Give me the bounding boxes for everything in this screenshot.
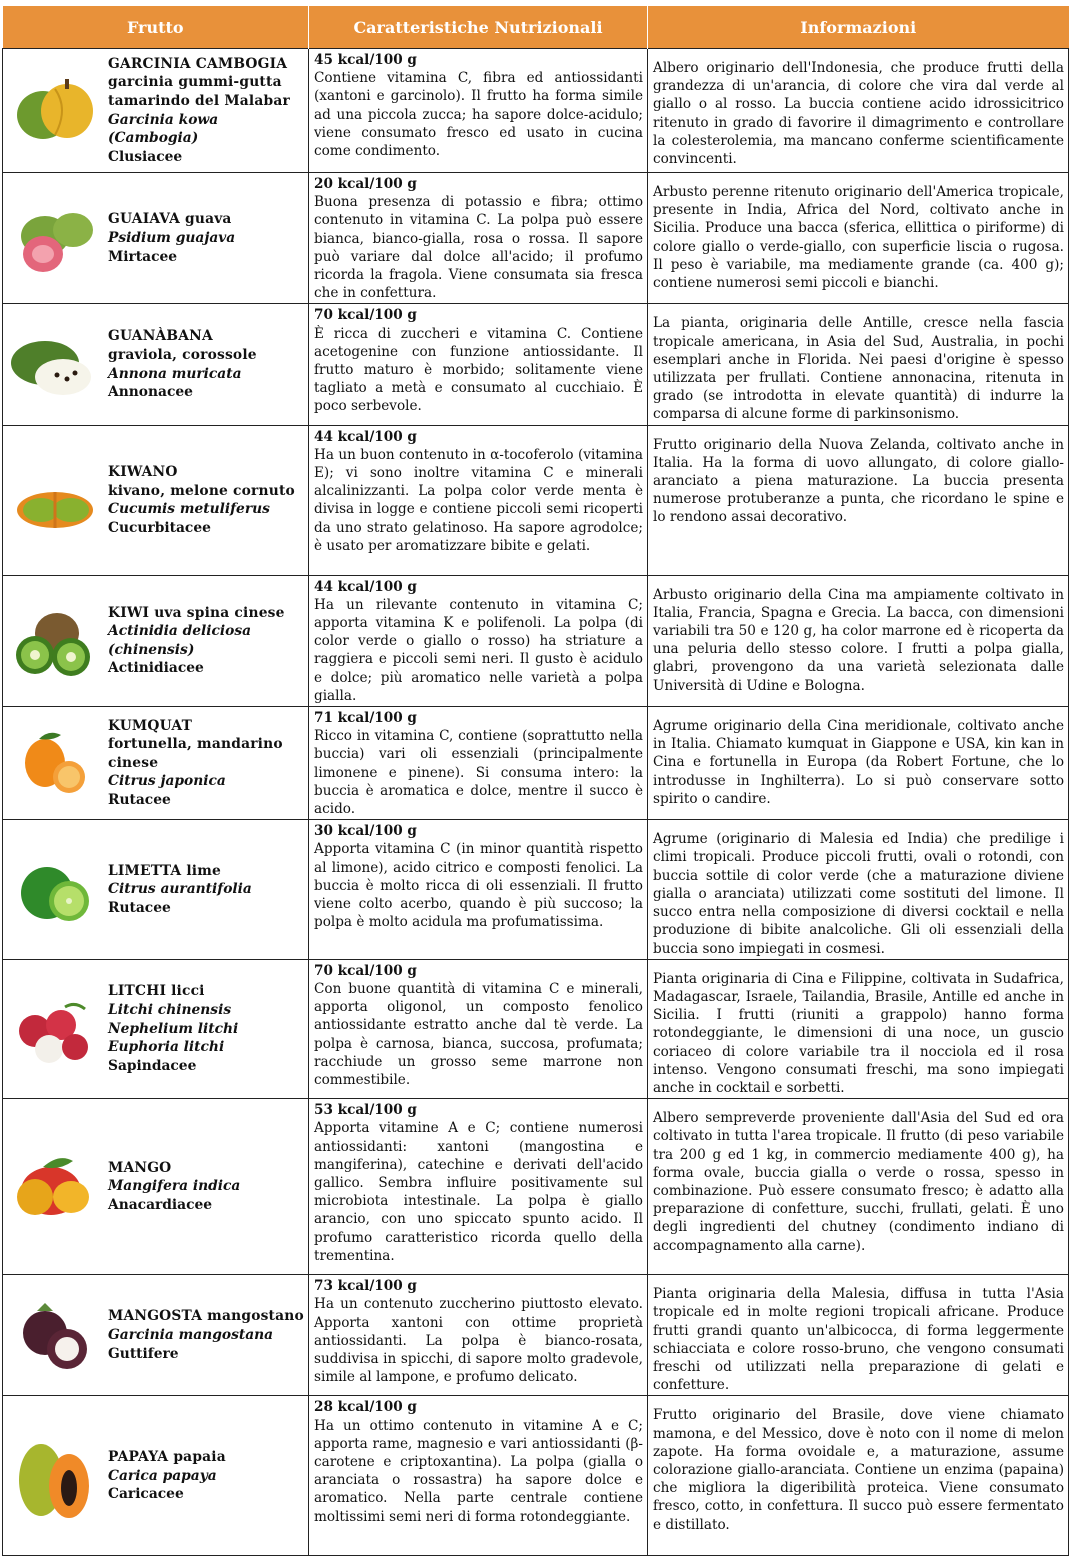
info-cell bbox=[648, 1099, 1069, 1275]
fruit-common-name: MANGO bbox=[108, 1159, 172, 1176]
fruit-table bbox=[2, 6, 1069, 1556]
fruit-scientific-name: Garcinia mangostana bbox=[108, 1326, 274, 1343]
fruit-scientific-name: Cucumis metuliferus bbox=[108, 501, 270, 518]
nutrition-cell bbox=[309, 425, 648, 575]
fruit-cell bbox=[3, 1099, 309, 1275]
fruit-common-name: garcinia gummi-gutta bbox=[108, 74, 282, 91]
fruit-cell bbox=[3, 1396, 309, 1556]
fruit-family: Mirtacee bbox=[108, 248, 178, 265]
fruit-names bbox=[103, 1159, 308, 1215]
nutrition-text: Apporta vitamina C (in minor quantità rispetto al limone), acido citrico e composti fenolici. La buccia è molto ricca di oli essenziali. Il frutto viene colto acerbo, quando è più succoso; la polpa è molto acidula ma profumatissima. bbox=[314, 841, 643, 931]
nutrition-cell bbox=[309, 820, 648, 959]
fruit-names bbox=[103, 55, 308, 167]
info-cell bbox=[648, 820, 1069, 959]
header-fruit: Frutto bbox=[3, 6, 309, 49]
kcal-value: 53 kcal/100 g bbox=[314, 1102, 417, 1119]
fruit-family: Rutacee bbox=[108, 899, 171, 916]
nutrition-text: Ha un contenuto zuccherino piuttosto elevato. Apporta xantoni con ottime proprietà antiossidanti. La polpa è bianco-rosata, suddivisa in spicchi, di sapore molto gradevole, simile al lampone, e profumo delicato. bbox=[314, 1296, 643, 1386]
papaya-icon bbox=[3, 1397, 103, 1555]
info-cell bbox=[648, 1275, 1069, 1396]
nutrition-text: È ricca di zuccheri e vitamina C. Contiene acetogenine con funzione antiossidante. Il frutto maturo è morbido; solitamente viene tagliato a metà e consumato al cucchiaio. È poco serbevole. bbox=[314, 325, 643, 415]
fruit-scientific-name: Euphoria litchi bbox=[108, 1039, 225, 1056]
fruit-scientific-name: Psidium guajava bbox=[108, 229, 236, 246]
fruit-scientific-name: Citrus aurantifolia bbox=[108, 881, 252, 898]
fruit-common-name: PAPAYA papaia bbox=[108, 1448, 226, 1465]
kcal-value: 70 kcal/100 g bbox=[314, 962, 417, 979]
fruit-scientific-name: Carica papaya bbox=[108, 1467, 217, 1484]
fruit-names bbox=[103, 604, 308, 678]
nutrition-text: Buona presenza di potassio e fibra; ottimo contenuto in vitamina C. La polpa può essere bianca, bianco-gialla, rosa o rossa. Il sapore può variare dal dolce all'acido; il profumo ricorda la fragola. Viene consumata sia fresca che in confettura. bbox=[314, 194, 643, 302]
table-row bbox=[3, 820, 1069, 959]
kcal-value: 44 kcal/100 g bbox=[314, 578, 417, 595]
nutrition-cell bbox=[309, 575, 648, 706]
kcal-value: 45 kcal/100 g bbox=[314, 52, 417, 68]
table-row bbox=[3, 1396, 1069, 1556]
nutrition-text: Con buone quantità di vitamina C e minerali, apporta oligonol, un composto fenolico antiossidante estratto anche dal tè verde. La polpa è carnosa, bianca, succosa, profumata; racchiude un grosso seme marrone non commestibile. bbox=[314, 980, 643, 1088]
nutrition-cell bbox=[309, 707, 648, 820]
header-info: Informazioni bbox=[648, 6, 1069, 49]
info-cell bbox=[648, 49, 1069, 173]
fruit-family: Clusiacee bbox=[108, 148, 183, 165]
lime-icon bbox=[3, 825, 103, 954]
nutrition-text: Ha un rilevante contenuto in vitamina C; apporta vitamina K e polifenoli. La polpa (di color verde o giallo o rosso) ha striature a raggiera e piccoli semi neri. Il gusto è acidulo e dolce; più aromatico nelle varietà a polpa gialla. bbox=[314, 596, 643, 704]
fruit-scientific-name: Actinidia deliciosa bbox=[108, 623, 252, 640]
fruit-cell bbox=[3, 820, 309, 959]
kcal-value: 20 kcal/100 g bbox=[314, 176, 417, 192]
fruit-names bbox=[103, 862, 308, 918]
info-text: Albero originario dell'Indonesia, che produce frutti della grandezza di un'arancia, di colore che vira dal verde al giallo o al rosso. La buccia contiene acido idrossicitrico ritenuto in grado di favorire il dimagrimento e controllare la colesterolemia, ma mancano conferme scientificamente convincenti. bbox=[653, 60, 1064, 168]
info-cell bbox=[648, 959, 1069, 1098]
info-text: Pianta originaria di Cina e Filippine, coltivata in Sudafrica, Madagascar, Israele, Tailandia, Brasile, Antille ed anche in Sicilia. I frutti (riuniti a grappolo) hanno forma rotondeggiante, le dimensioni di una noce, un guscio coriaceo di colore variabile tra il nocciola ed il rosa intenso. Vengono consumati freschi, ma sono impiegati anche in cocktail e sorbetti. bbox=[653, 970, 1064, 1096]
kcal-value: 28 kcal/100 g bbox=[314, 1399, 417, 1416]
kcal-value: 30 kcal/100 g bbox=[314, 823, 417, 840]
mangosteen-icon bbox=[3, 1288, 103, 1383]
fruit-family: Caricacee bbox=[108, 1486, 184, 1503]
table-row bbox=[3, 173, 1069, 304]
fruit-family: Actinidiacee bbox=[108, 660, 204, 677]
fruit-common-name: KIWANO bbox=[108, 463, 178, 480]
info-cell bbox=[648, 173, 1069, 304]
fruit-names bbox=[103, 982, 308, 1075]
fruit-cell bbox=[3, 575, 309, 706]
nutrition-text: Ricco in vitamina C, contiene (soprattutto nella buccia) vari oli essenziali (principalmente limonene e pinene). Si consuma intero: la buccia è aromatica e dolce, mentre il succo è acido. bbox=[314, 728, 643, 818]
info-cell bbox=[648, 304, 1069, 425]
kcal-value: 44 kcal/100 g bbox=[314, 428, 417, 445]
mango-icon bbox=[3, 1100, 103, 1274]
fruit-scientific-name: Nephelium litchi bbox=[108, 1020, 239, 1037]
fruit-family: Guttifere bbox=[108, 1345, 179, 1362]
table-row bbox=[3, 1099, 1069, 1275]
info-cell bbox=[648, 1396, 1069, 1556]
table-row bbox=[3, 707, 1069, 820]
nutrition-cell bbox=[309, 1275, 648, 1396]
info-cell bbox=[648, 575, 1069, 706]
fruit-common-name: GARCINIA CAMBOGIA bbox=[108, 55, 288, 72]
info-text: Pianta originaria della Malesia, diffusa in tutta l'Asia tropicale ed in molte regioni tropicali africane. Produce frutti grandi quanto un'albicocca, di forma leggermente schiacciata e colore rosso-bruno, che vengono consumati freschi od utilizzati nella preparazione di gelati e confetture. bbox=[653, 1286, 1064, 1394]
fruit-cell bbox=[3, 707, 309, 820]
info-cell bbox=[648, 707, 1069, 820]
fruit-common-name: graviola, corossole bbox=[108, 346, 257, 363]
nutrition-text: Contiene vitamina C, fibra ed antiossidanti (xantoni e garcinolo). Il frutto ha forma simile ad una piccola zucca; ha sapore dolce-acidulo; viene consumato fresco ed usato in cucina come condimento. bbox=[314, 70, 643, 160]
nutrition-cell bbox=[309, 304, 648, 425]
fruit-cell bbox=[3, 959, 309, 1098]
fruit-cell bbox=[3, 425, 309, 575]
fruit-common-name: cinese bbox=[108, 754, 159, 771]
fruit-common-name: LIMETTA lime bbox=[108, 862, 221, 879]
fruit-common-name: GUANÀBANA bbox=[108, 328, 213, 345]
fruit-names bbox=[103, 1307, 308, 1363]
table-row bbox=[3, 304, 1069, 425]
nutrition-cell bbox=[309, 173, 648, 304]
info-text: Albero sempreverde proveniente dall'Asia del Sud ed ora coltivato in tutta l'area tropicale. Il frutto (di peso variabile tra 200 g ed 1 kg, in commercio mediamente 400 g), ha forma ovale, buccia gialla o verde o rossa, spesso in combinazione. Può essere consumato fresco; è adatto alla preparazione di confetture, succhi, frullati, gelati. È uno degli ingredienti del chutney (condimento indiano di accompagnamento alla carne). bbox=[653, 1110, 1064, 1254]
fruit-names bbox=[103, 463, 308, 537]
fruit-family: Sapindacee bbox=[108, 1057, 197, 1074]
fruit-scientific-name: (chinensis) bbox=[108, 641, 195, 658]
info-text: Frutto originario della Nuova Zelanda, coltivato anche in Italia. Ha la forma di uovo allungato, di colore giallo-aranciato a piena maturazione. La buccia presenta numerose protuberanze a punta, che ricordano le spine e lo rendono assai decorativo. bbox=[653, 436, 1064, 526]
fruit-scientific-name: Garcinia kowa bbox=[108, 111, 219, 128]
fruit-cell bbox=[3, 1275, 309, 1396]
fruit-common-name: kivano, melone cornuto bbox=[108, 482, 295, 499]
fruit-cell bbox=[3, 49, 309, 173]
info-text: La pianta, originaria delle Antille, cresce nella fascia tropicale americana, in Asia del Sud, Australia, in pochi esemplari anche in Florida. Nei paesi d'origine è spesso utilizzata per frullati. Contiene annonacina, ritenuta in grado (se introdotta in elevate quantità) di indurre la comparsa di alcune forme di parkinsonismo. bbox=[653, 315, 1064, 423]
kcal-value: 71 kcal/100 g bbox=[314, 710, 417, 727]
fruit-common-name: LITCHI licci bbox=[108, 983, 205, 1000]
table-header-row bbox=[3, 6, 1069, 49]
soursop-icon bbox=[3, 310, 103, 420]
nutrition-text: Ha un ottimo contenuto in vitamine A e C; apporta rame, magnesio e vari antiossidanti (β-carotene e criptoxantina). La polpa (gialla o aranciata o rossastra) ha sapore dolce e aromatico. Nella parte centrale contiene moltissimi semi neri di forma rotondeggiante. bbox=[314, 1417, 643, 1525]
fruit-scientific-name: (Cambogia) bbox=[108, 130, 199, 147]
kumquat-icon bbox=[3, 709, 103, 817]
lychee-icon bbox=[3, 964, 103, 1093]
fruit-family: Annonacee bbox=[108, 384, 193, 401]
fruit-names bbox=[103, 210, 308, 266]
nutrition-cell bbox=[309, 49, 648, 173]
nutrition-text: Apporta vitamine A e C; contiene numerosi antiossidanti: xantoni (mangostina e mangiferina), catechine e derivati dell'acido gallico. Sembra influire positivamente sul microbiota intestinale. La polpa è giallo arancio, con uno spiccato spunto acido. Il profumo caratteristico ricorda quello della trementina. bbox=[314, 1120, 643, 1264]
fruit-common-name: KUMQUAT bbox=[108, 717, 193, 734]
table-row bbox=[3, 425, 1069, 575]
kcal-value: 70 kcal/100 g bbox=[314, 307, 417, 324]
fruit-scientific-name: Citrus japonica bbox=[108, 773, 226, 790]
fruit-common-name: GUAIAVA guava bbox=[108, 211, 232, 228]
fruit-common-name: fortunella, mandarino bbox=[108, 736, 283, 753]
fruit-names bbox=[103, 327, 308, 401]
fruit-names bbox=[103, 1448, 308, 1504]
table-row bbox=[3, 49, 1069, 173]
fruit-common-name: tamarindo del Malabar bbox=[108, 92, 290, 109]
header-nutrition: Caratteristiche Nutrizionali bbox=[309, 6, 648, 49]
nutrition-cell bbox=[309, 1396, 648, 1556]
info-text: Arbusto perenne ritenuto originario dell'America tropicale, presente in India, Africa del Nord, coltivato anche in Sicilia. Produce una bacca (sferica, ellittica o piriforme) di colore giallo o verde-giallo, con superficie liscia o rugosa. Il peso è variabile, ma mediamente grande (ca. 400 g); contiene numerosi semi piccoli e bianchi. bbox=[653, 184, 1064, 292]
nutrition-cell bbox=[309, 1099, 648, 1275]
table-row bbox=[3, 575, 1069, 706]
info-text: Agrume originario della Cina meridionale, coltivato anche in Italia. Chiamato kumquat in Giappone e USA, kin kan in Cina e fortunella in Europa (da Robert Fortune, che lo introdusse in Inghilterra). Lo si può conservare sotto spirito o candire. bbox=[653, 718, 1064, 807]
fruit-scientific-name: Annona muricata bbox=[108, 365, 242, 382]
table-row bbox=[3, 1275, 1069, 1396]
fruit-cell bbox=[3, 173, 309, 304]
guava-icon bbox=[3, 174, 103, 302]
nutrition-cell bbox=[309, 959, 648, 1098]
garcinia-icon bbox=[3, 50, 103, 172]
fruit-scientific-name: Litchi chinensis bbox=[108, 1002, 232, 1019]
info-text: Agrume (originario di Malesia ed India) che predilige i climi tropicali. Produce piccoli frutti, ovali o rotondi, con buccia sottile di color verde (che a maturazione diviene gialla o aranciata) utilizzati come sostituti del limone. Il succo entra nella composizione di diversi cocktail e nella produzione di bibite analcoliche. Gli oli essenziali della buccia sono impiegati in cosmesi. bbox=[653, 831, 1064, 957]
nutrition-text: Ha un buon contenuto in α-tocoferolo (vitamina E); vi sono inoltre vitamina C e minerali alcalinizzanti. La polpa color verde menta è divisa in logge e contiene piccoli semi ricoperti da uno strato gelatinoso. Ha sapore agrodolce; è usato per aromatizzare bibite e gelati. bbox=[314, 446, 643, 554]
kcal-value: 73 kcal/100 g bbox=[314, 1278, 417, 1295]
fruit-cell bbox=[3, 304, 309, 425]
info-text: Frutto originario del Brasile, dove viene chiamato mamona, e del Messico, dove è noto con il nome di melon zapote. Ha forma ovoidale e, a maturazione, assume colorazione giallo-aranciata. Contiene un enzima (papaina) che migliora la digeribilità proteica. Viene consumato fresco, cotto, in confettura. Il succo può essere fermentato e distillato. bbox=[653, 1407, 1064, 1533]
fruit-family: Anacardiacee bbox=[108, 1196, 213, 1213]
fruit-family: Cucurbitacee bbox=[108, 519, 211, 536]
fruit-common-name: MANGOSTA mangostano bbox=[108, 1308, 304, 1325]
info-cell bbox=[648, 425, 1069, 575]
fruit-family: Rutacee bbox=[108, 792, 171, 809]
table-row bbox=[3, 959, 1069, 1098]
fruit-names bbox=[103, 717, 308, 810]
kiwano-icon bbox=[3, 426, 103, 574]
kiwi-icon bbox=[3, 577, 103, 705]
fruit-common-name: KIWI uva spina cinese bbox=[108, 604, 285, 621]
info-text: Arbusto originario della Cina ma ampiamente coltivato in Italia, Francia, Spagna e Grecia. La bacca, con dimensioni variabili tra 50 e 120 g, ha color marrone ed è ricoperta da una peluria dello stesso colore. I frutti a polpa gialla, glabri, provengono da una varietà selezionata dalle Università di Udine e Bologna. bbox=[653, 586, 1064, 694]
fruit-scientific-name: Mangifera indica bbox=[108, 1178, 241, 1195]
